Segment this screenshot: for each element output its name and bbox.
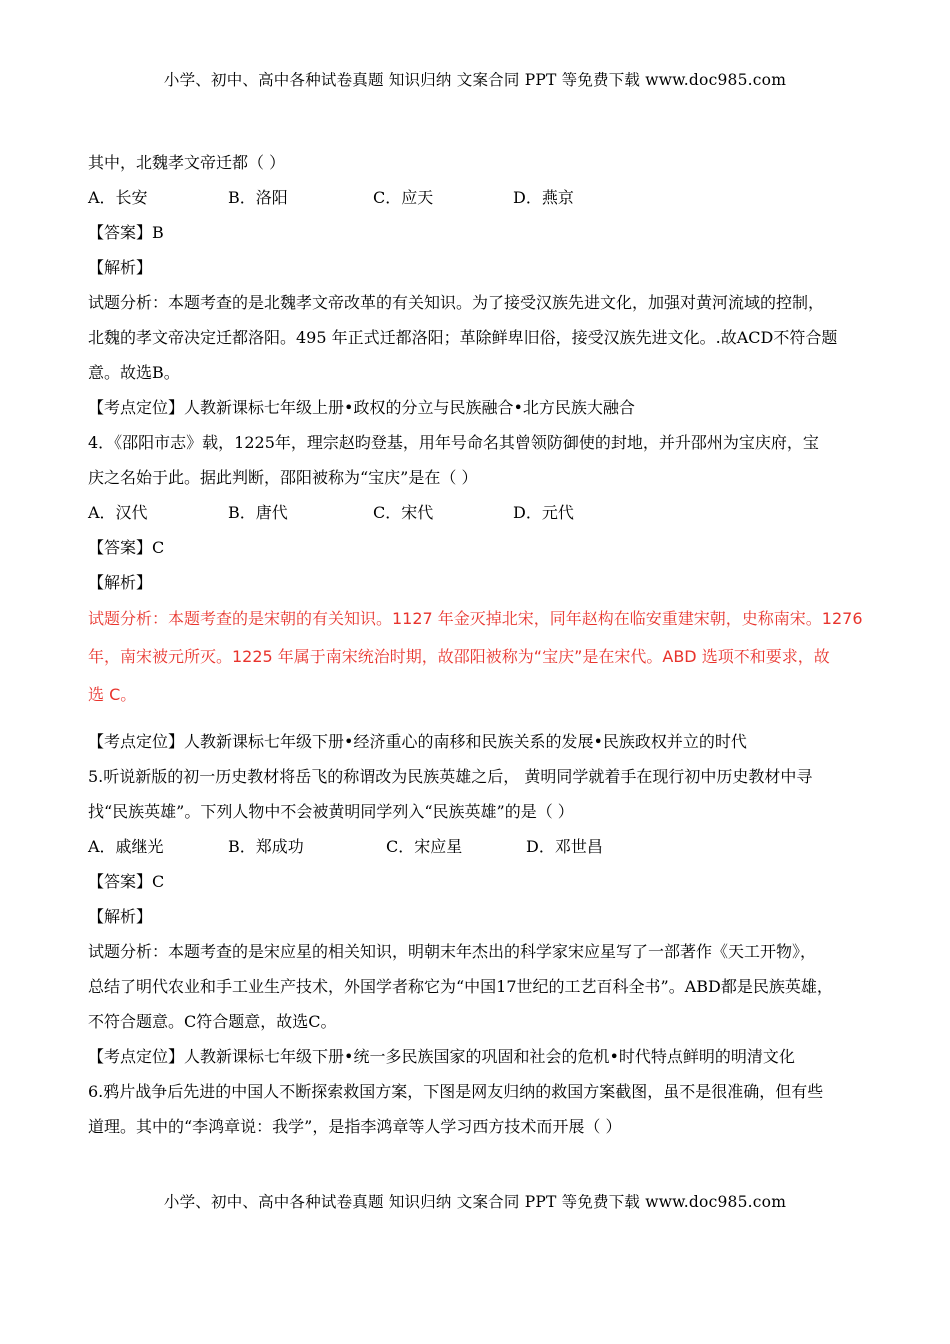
q5-analysis-label: 【解析】	[88, 907, 153, 926]
q4-option-d: D．元代	[513, 503, 574, 522]
q3-analysis-line-1: 试题分析：本题考查的是北魏孝文帝改革的有关知识。为了接受汉族先进文化，加强对黄河流域的控制，	[88, 293, 825, 312]
document-body	[88, 145, 878, 1144]
q4-stem-line-2: 庆之名始于此。据此判断，邵阳被称为“宝庆”是在（ ）	[88, 468, 478, 487]
q5-options	[88, 829, 878, 864]
page-header: 小学、初中、高中各种试卷真题 知识归纳 文案合同 PPT 等免费下载 www.doc985.com	[163, 71, 787, 89]
q3-analysis-label: 【解析】	[88, 258, 153, 277]
q5-analysis-line-3: 不符合题意。C符合题意，故选C。	[88, 1012, 337, 1031]
q4-analysis-line-3: 选 C。	[88, 685, 137, 704]
q4-analysis-line-1: 试题分析：本题考查的是宋朝的有关知识。1127 年金灭掉北宋，同年赵构在临安重建宋朝，史称南宋。1276	[88, 609, 863, 628]
q3-answer: 【答案】B	[88, 223, 164, 242]
q5-option-a: A．戚继光	[88, 837, 164, 856]
q5-stem-line-1: 5.听说新版的初一历史教材将岳飞的称谓改为民族英雄之后， 黄明同学就着手在现行初中历史教材中寻	[88, 767, 813, 786]
spacer	[88, 714, 878, 724]
q4-option-a: A．汉代	[88, 503, 148, 522]
q5-option-c: C．宋应星	[386, 837, 463, 856]
q3-option-d: D．燕京	[513, 188, 574, 207]
q4-option-b: B．唐代	[228, 503, 288, 522]
q5-option-b: B．郑成功	[228, 837, 304, 856]
q4-options	[88, 495, 878, 530]
q5-kaodian: 【考点定位】人教新课标七年级下册•统一多民族国家的巩固和社会的危机•时代特点鲜明的明清文化	[88, 1047, 795, 1066]
q3-kaodian: 【考点定位】人教新课标七年级上册•政权的分立与民族融合•北方民族大融合	[88, 398, 635, 417]
q3-analysis-line-3: 意。故选B。	[88, 363, 180, 382]
q5-option-d: D．邓世昌	[526, 837, 603, 856]
q3-option-b: B．洛阳	[228, 188, 288, 207]
q4-answer: 【答案】C	[88, 538, 165, 557]
q4-option-c: C．宋代	[373, 503, 434, 522]
q3-analysis-line-2: 北魏的孝文帝决定迁都洛阳。495 年正式迁都洛阳；革除鲜卑旧俗，接受汉族先进文化。.故ACD不符合题	[88, 328, 838, 347]
q5-analysis-line-2: 总结了明代农业和手工业生产技术，外国学者称它为“中国17世纪的工艺百科全书”。ABD都是民族英雄，	[88, 977, 833, 996]
q3-option-c: C．应天	[373, 188, 434, 207]
q4-analysis-line-2: 年，南宋被元所灭。1225 年属于南宋统治时期，故邵阳被称为“宝庆”是在宋代。ABD 选项不和要求，故	[88, 647, 830, 666]
q4-stem-line-1: 4．《邵阳市志》载，1225年，理宗赵昀登基，用年号命名其曾领防御使的封地，并升邵州为宝庆府，宝	[88, 433, 819, 452]
q5-answer: 【答案】C	[88, 872, 165, 891]
q4-analysis-label: 【解析】	[88, 573, 153, 592]
page-footer: 小学、初中、高中各种试卷真题 知识归纳 文案合同 PPT 等免费下载 www.doc985.com	[163, 1193, 787, 1211]
q4-kaodian: 【考点定位】人教新课标七年级下册•经济重心的南移和民族关系的发展•民族政权并立的时代	[88, 732, 747, 751]
q3-options	[88, 180, 878, 215]
q6-stem-line-1: 6.鸦片战争后先进的中国人不断探索救国方案，下图是网友归纳的救国方案截图，虽不是很准确，但有些	[88, 1082, 824, 1101]
q5-analysis-line-1: 试题分析：本题考查的是宋应星的相关知识，明朝末年杰出的科学家宋应星写了一部著作《天工开物》，	[88, 942, 817, 961]
q5-stem-line-2: 找“民族英雄”。下列人物中不会被黄明同学列入“民族英雄”的是（ ）	[88, 802, 574, 821]
q3-stem: 其中，北魏孝文帝迁都（ ）	[88, 153, 286, 172]
q3-option-a: A．长安	[88, 188, 148, 207]
q6-stem-line-2: 道理。其中的“李鸿章说：我学”，是指李鸿章等人学习西方技术而开展（ ）	[88, 1117, 622, 1136]
